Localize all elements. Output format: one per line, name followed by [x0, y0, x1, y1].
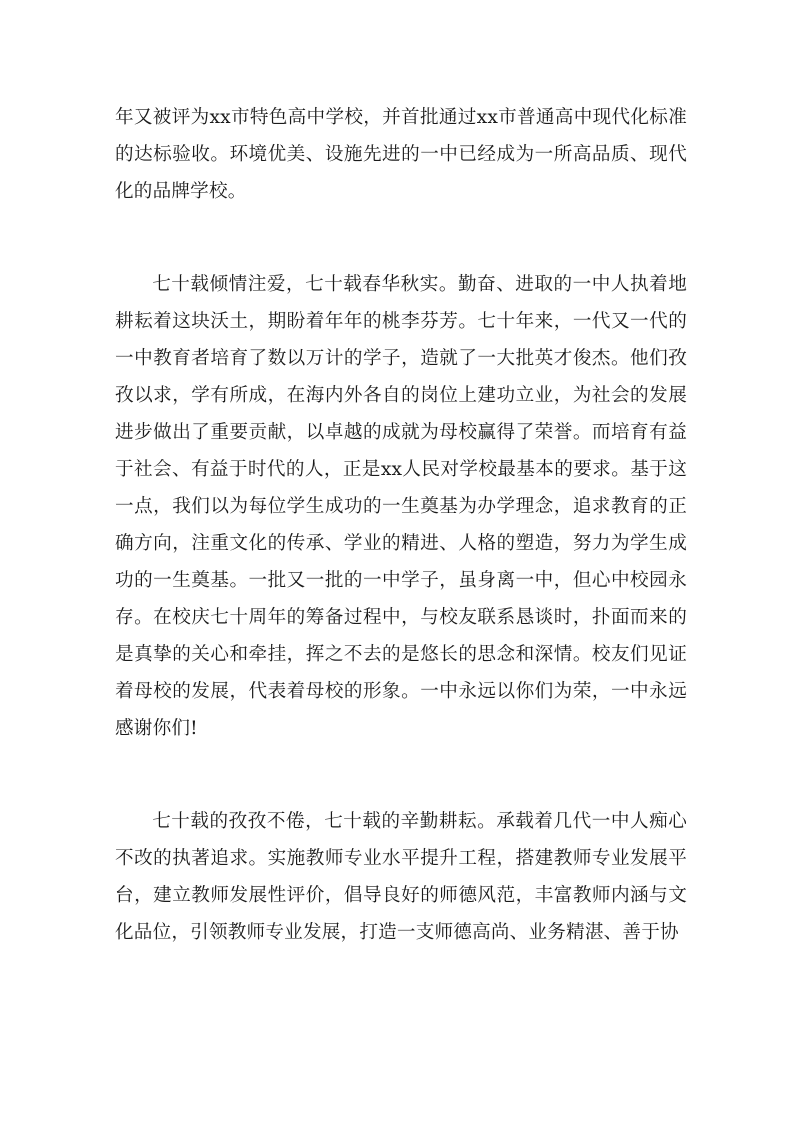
paragraph-gap: [115, 210, 687, 266]
paragraph-gap: [115, 747, 687, 803]
paragraph-teachers: 七十载的孜孜不倦，七十载的辛勤耕耘。承载着几代一中人痴心不改的执著追求。实施教师专业水平提升工程，搭建教师专业发展平台，建立教师发展性评价，倡导良好的师德风范，丰富教师内涵与文化品位，引领教师专业发展，打造一支师德高尚、业务精湛、善于协: [115, 811, 687, 943]
document-page: [115, 99, 687, 951]
paragraph-alumni: 七十载倾情注爱，七十载春华秋实。勤奋、进取的一中人执着地耕耘着这块沃土，期盼着年年的桃李芬芳。七十年来，一代又一代的一中教育者培育了数以万计的学子，造就了一大批英才俊杰。他们孜孜以求，学有所成，在海内外各自的岗位上建功立业，为社会的发展进步做出了重要贡献，以卓越的成就为母校赢得了荣誉。而培育有益于社会、有益于时代的人，正是xx人民对学校最基本的要求。基于这一点，我们以为每位学生成功的一生奠基为办学理念，追求教育的正确方向，注重文化的传承、学业的精进、人格的塑造，努力为学生成功的一生奠基。一批又一批的一中学子，虽身离一中，但心中校园永存。在校庆七十周年的筹备过程中，与校友联系恳谈时，扑面而来的是真挚的关心和牵挂，挥之不去的是悠长的思念和深情。校友们见证着母校的发展，代表着母校的形象。一中永远以你们为荣，一中永远感谢你们!: [115, 274, 687, 739]
paragraph-continuation: 年又被评为xx市特色高中学校，并首批通过xx市普通高中现代化标准的达标验收。环境优美、设施先进的一中已经成为一所高品质、现代化的品牌学校。: [115, 107, 687, 202]
